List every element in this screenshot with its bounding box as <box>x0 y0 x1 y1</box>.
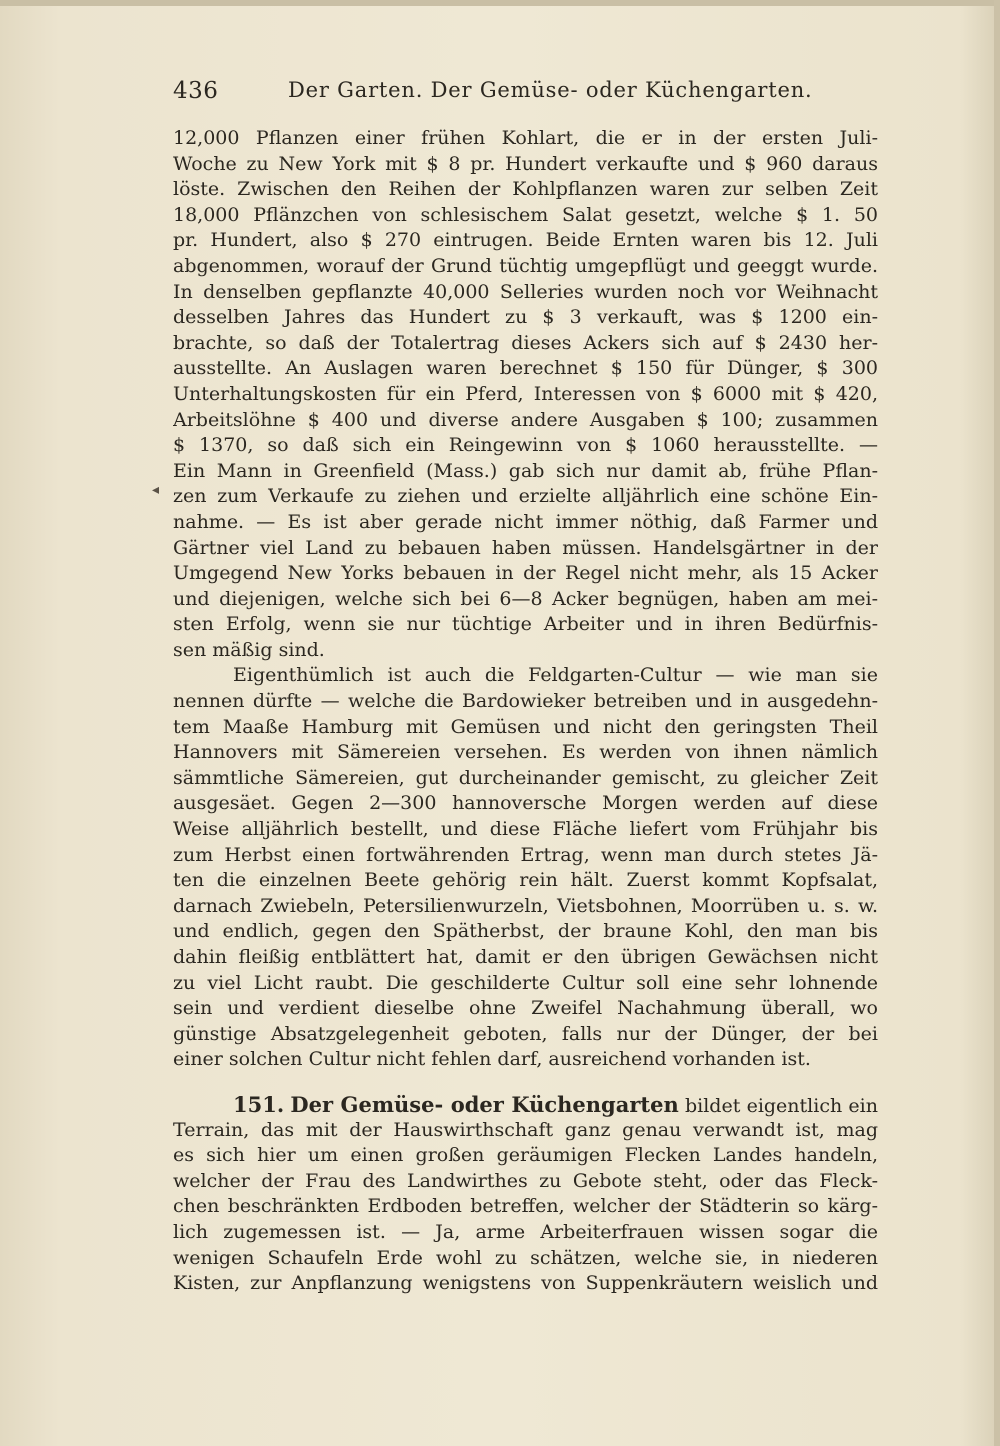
text-line: günstige Absatzgelegenheit geboten, falls nur der Dünger, der bei <box>173 1022 878 1045</box>
text-line: Arbeitslöhne $ 400 und diverse andere Ausgaben $ 100; zusammen <box>173 408 878 431</box>
text-line: dahin fleißig entblättert hat, damit er den übrigen Gewächsen nicht <box>173 946 878 968</box>
text-line: nennen dürfte — welche die Bardowieker betreiben und in ausgedehn- <box>173 690 878 713</box>
margin-mark: ◂ <box>152 482 160 498</box>
text-line: Ein Mann in Greenfield (Mass.) gab sich nur damit ab, frühe Pflan- <box>173 459 878 482</box>
page-right-edge <box>994 0 1000 1446</box>
paragraph-1 <box>173 126 878 663</box>
text-line: 18,000 Pflänzchen von schlesischem Salat gesetzt, welche $ 1. 50 <box>173 203 878 226</box>
section-title: Der Gemüse- oder Küchengarten <box>290 1091 679 1117</box>
text-line: einer solchen Cultur nicht fehlen darf, ausreichend vorhanden ist. <box>173 1048 811 1071</box>
text-line: sämmtliche Sämereien, gut durcheinander gemischt, zu gleicher Zeit <box>173 766 878 789</box>
text-line: darnach Zwiebeln, Petersilienwurzeln, Vietsbohnen, Moorrüben u. s. w. <box>173 894 878 917</box>
text-line: löste. Zwischen den Reihen der Kohlpflanzen waren zur selben Zeit <box>173 178 878 201</box>
text-line: ten die einzelnen Beete gehörig rein hält. Zuerst kommt Kopfsalat, <box>173 869 878 892</box>
section-heading-line <box>173 1092 878 1118</box>
text-line: In denselben gepflanzte 40,000 Selleries wurden noch vor Weihnacht <box>173 280 878 303</box>
section-151 <box>173 1092 878 1297</box>
text-line: Terrain, das mit der Hauswirthschaft ganz genau verwandt ist, mag <box>173 1118 878 1141</box>
text-line: zu viel Licht raubt. Die geschilderte Cultur soll eine sehr lohnende <box>173 971 878 994</box>
section-number: 151. <box>233 1091 285 1117</box>
page-number: 436 <box>173 78 219 104</box>
text-line: welcher der Frau des Landwirthes zu Gebote steht, oder das Fleck- <box>173 1169 878 1192</box>
text-line: chen beschränkten Erdboden betreffen, welcher der Städterin so kärg- <box>173 1195 878 1218</box>
text-line: Eigenthümlich ist auch die Feldgarten-Cultur — wie man sie <box>233 664 878 687</box>
text-line: sen mäßig sind. <box>173 638 325 661</box>
text-line: und endlich, gegen den Spätherbst, der braune Kohl, den man bis <box>173 920 878 943</box>
text-line: Umgegend New Yorks bebauen in der Regel nicht mehr, als 15 Acker <box>173 562 878 585</box>
text-line: Weise alljährlich bestellt, und diese Fläche liefert vom Frühjahr bis <box>173 818 878 841</box>
text-line: nahme. — Es ist aber gerade nicht immer nöthig, daß Farmer und <box>173 510 878 533</box>
text-line: Hannovers mit Sämereien versehen. Es werden von ihnen nämlich <box>173 741 878 764</box>
page-top-edge <box>0 0 1000 6</box>
text-line: desselben Jahres das Hundert zu $ 3 verkauft, was $ 1200 ein- <box>173 306 878 329</box>
text-line: Woche zu New York mit $ 8 pr. Hundert verkaufte und $ 960 daraus <box>173 152 878 175</box>
running-header <box>173 78 878 108</box>
body-text <box>173 126 878 1297</box>
text-line: Gärtner viel Land zu bebauen haben müssen. Handelsgärtner in der <box>173 536 878 559</box>
text-line: wenigen Schaufeln Erde wohl zu schätzen, welche sie, in niederen <box>173 1246 878 1269</box>
text-line: zen zum Verkaufe zu ziehen und erzielte alljährlich eine schöne Ein- <box>173 485 878 508</box>
text-line: und diejenigen, welche sich bei 6—8 Acker begnügen, haben am mei- <box>173 587 878 610</box>
paragraph-2 <box>173 663 878 1073</box>
text-line: ausstellte. An Auslagen waren berechnet $ 150 für Dünger, $ 300 <box>173 357 878 380</box>
text-line: Unterhaltungskosten für ein Pferd, Interessen von $ 6000 mit $ 420, <box>173 382 878 405</box>
text-line: 12,000 Pflanzen einer frühen Kohlart, die er in der ersten Juli- <box>173 127 878 149</box>
text-line: abgenommen, worauf der Grund tüchtig umgepflügt und geeggt wurde. <box>173 254 878 277</box>
text-line: Kisten, zur Anpflanzung wenigstens von Suppenkräutern weislich und <box>173 1272 878 1295</box>
text-line: lich zugemessen ist. — Ja, arme Arbeiterfrauen wissen sogar die <box>173 1220 878 1243</box>
text-line: zum Herbst einen fortwährenden Ertrag, wenn man durch stetes Jä- <box>173 843 878 866</box>
text-line: ausgesäet. Gegen 2—300 hannoversche Morgen werden auf diese <box>173 792 878 815</box>
text-line: pr. Hundert, also $ 270 eintrugen. Beide Ernten waren bis 12. Juli <box>173 229 878 252</box>
running-title: Der Garten. Der Gemüse- oder Küchengarten. <box>288 78 813 102</box>
text-line: sten Erfolg, wenn sie nur tüchtige Arbeiter und in ihren Bedürfnis- <box>173 613 878 636</box>
text-line: $ 1370, so daß sich ein Reingewinn von $ 1060 herausstellte. — <box>173 434 878 457</box>
section-first-line-text: bildet eigentlich ein <box>684 1094 878 1117</box>
text-line: brachte, so daß der Totalertrag dieses Ackers sich auf $ 2430 her- <box>173 331 878 354</box>
text-line: es sich hier um einen großen geräumigen Flecken Landes handeln, <box>173 1144 878 1167</box>
text-line: sein und verdient dieselbe ohne Zweifel Nachahmung überall, wo <box>173 997 878 1020</box>
text-line: tem Maaße Hamburg mit Gemüsen und nicht den geringsten Theil <box>173 715 878 738</box>
